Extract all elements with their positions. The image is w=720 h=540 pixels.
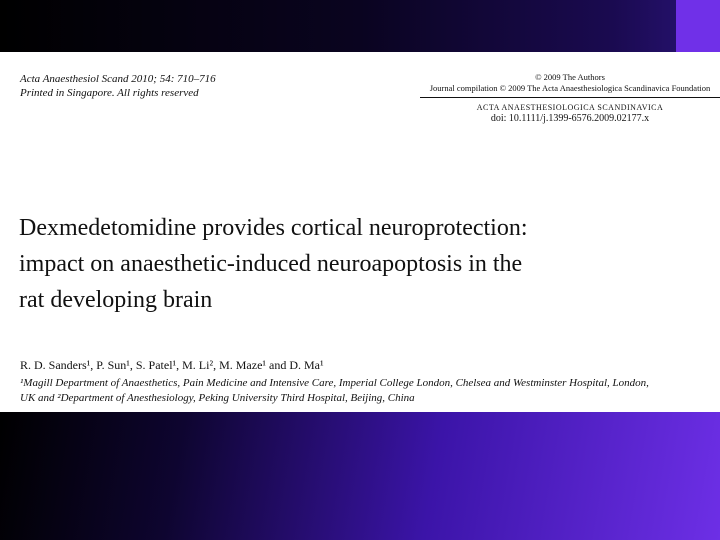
paper-title	[19, 210, 709, 318]
citation-line-1: Acta Anaesthesiol Scand 2010; 54: 710–716	[20, 73, 216, 85]
title-line-1: Dexmedetomidine provides cortical neuroprotection:	[19, 215, 528, 241]
affiliation-line-1: ¹Magill Department of Anaesthetics, Pain Medicine and Intensive Care, Imperial College London, Chelsea and Westminster Hospital, London,	[20, 377, 649, 389]
paper-clipping	[0, 52, 720, 412]
affiliation-line-2: UK and ²Department of Anesthesiology, Peking University Third Hospital, Beijing, China	[20, 392, 415, 404]
copyright-line-1: © 2009 The Authors	[535, 72, 605, 82]
journal-citation	[20, 72, 216, 100]
title-line-3: rat developing brain	[19, 287, 213, 313]
top-band	[0, 0, 720, 52]
accent-corner-tab	[676, 0, 720, 52]
bottom-band	[0, 412, 720, 540]
journal-name: ACTA ANAESTHESIOLOGICA SCANDINAVICA	[476, 103, 664, 112]
copyright-line-2: Journal compilation © 2009 The Acta Anaesthesiologica Scandinavica Foundation	[429, 83, 711, 93]
affiliations	[20, 376, 720, 406]
authors: R. D. Sanders¹, P. Sun¹, S. Patel¹, M. Li², M. Maze¹ and D. Ma¹	[20, 358, 324, 372]
copyright-block	[420, 72, 720, 124]
doi: doi: 10.1111/j.1399-6576.2009.02177.x	[490, 113, 650, 124]
divider	[420, 97, 720, 98]
title-line-2: impact on anaesthetic-induced neuroapoptosis in the	[19, 251, 523, 277]
citation-line-2: Printed in Singapore. All rights reserved	[20, 87, 199, 99]
